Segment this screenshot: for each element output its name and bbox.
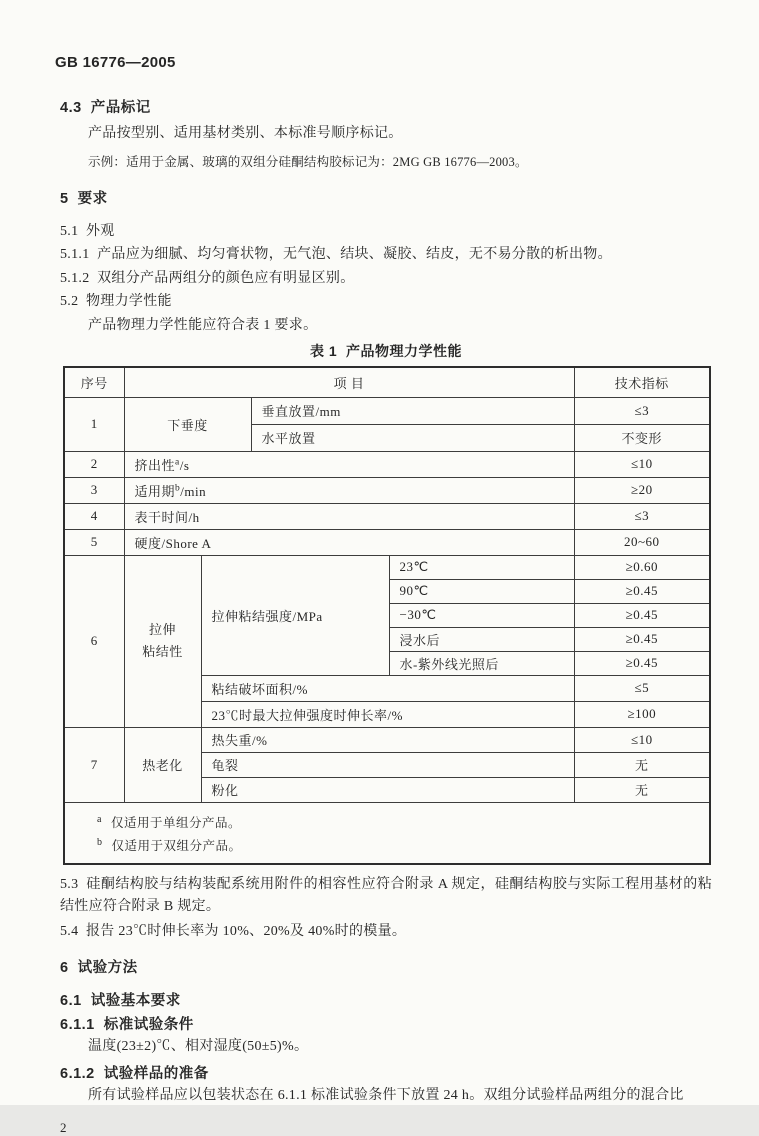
page-number: 2 <box>60 1120 67 1136</box>
cell-spec: ≤3 <box>574 397 710 424</box>
cell-spec: ≥0.45 <box>574 579 710 603</box>
cell-no-6: 6 <box>64 555 124 727</box>
table-row <box>64 727 710 752</box>
clause-5-3: 5.3 硅酮结构胶与结构装配系统用附件的相容性应符合附录 A 规定，硅酮结构胶与实际工程用基材的粘结性应符合附录 B 规定。 <box>60 876 712 914</box>
cell-spec: 无 <box>574 777 710 802</box>
table-row <box>64 477 710 503</box>
cell-no-3: 3 <box>64 477 124 503</box>
paragraph-4-3: 产品按型别、适用基材类别、本标准号顺序标记。 <box>88 126 403 141</box>
cell-spec: ≥20 <box>574 477 710 503</box>
header-cell-spec: 技术指标 <box>574 367 710 397</box>
cell-spec: ≥100 <box>574 701 710 727</box>
table-row <box>64 451 710 477</box>
table-header-row <box>64 367 710 397</box>
header-cell-no: 序号 <box>64 367 124 397</box>
cell-no-7: 7 <box>64 727 124 802</box>
clause-5-4: 5.4 报告 23℃时伸长率为 10%、20%及 40%时的模量。 <box>60 923 407 939</box>
cell-item-chalking: 粉化 <box>201 777 574 802</box>
footnote-b: $^b$ 仅适用于双组分产品。 <box>97 836 242 853</box>
cell-item-tensile-strength: 拉伸粘结强度/MPa <box>201 555 389 675</box>
heading-4-3: 4.3 产品标记 <box>60 100 151 116</box>
cell-condition: 浸水后 <box>389 627 574 651</box>
cell-item-failure-area: 粘结破坏面积/% <box>201 675 574 701</box>
footnote-marker-a: a <box>175 457 180 468</box>
cell-item-extrudability: 挤出性$^a$/s <box>124 451 574 477</box>
paragraph-5-2: 产品物理力学性能应符合表 1 要求。 <box>88 317 318 333</box>
cell-spec: ≤5 <box>574 675 710 701</box>
paragraph-6-1-1: 温度(23±2)℃、相对湿度(50±5)%。 <box>88 1039 309 1055</box>
heading-5-1: 5.1 外观 <box>60 223 115 239</box>
cell-item-hardness: 硬度/Shore A <box>124 529 574 555</box>
cell-name-heat-aging: 热老化 <box>124 727 201 802</box>
cell-name-tensile-adhesion: 拉伸 粘结性 <box>124 555 201 727</box>
example-4-3: 示例：适用于金属、玻璃的双组分硅酮结构胶标记为：2MG GB 16776—2003。 <box>88 154 528 169</box>
cell-item-potlife: 适用期$^b$/min <box>124 477 574 503</box>
table-row <box>64 397 710 424</box>
cell-spec: ≤3 <box>574 503 710 529</box>
heading-6: 6 试验方法 <box>60 960 138 977</box>
table-row <box>64 555 710 579</box>
paragraph-6-1-2: 所有试验样品应以包装状态在 6.1.1 标准试验条件下放置 24 h。双组分试验样品两组分的混合比 <box>88 1087 684 1103</box>
heading-6-1-2: 6.1.2 试验样品的准备 <box>60 1065 209 1082</box>
cell-condition: 23℃ <box>389 555 574 579</box>
cell-spec: ≥0.45 <box>574 627 710 651</box>
cell-item-vertical: 垂直放置/mm <box>251 397 574 424</box>
header-cell-item: 项 目 <box>124 367 574 397</box>
cell-spec: ≤10 <box>574 451 710 477</box>
table-row <box>64 529 710 555</box>
cell-spec: 不变形 <box>574 424 710 451</box>
cell-no-4: 4 <box>64 503 124 529</box>
cell-spec: ≤10 <box>574 727 710 752</box>
heading-5-2: 5.2 物理力学性能 <box>60 294 172 309</box>
cell-no-1: 1 <box>64 397 124 451</box>
table-footnotes-row <box>64 802 710 864</box>
cell-condition: 90℃ <box>389 579 574 603</box>
cell-condition: 水-紫外线光照后 <box>389 651 574 675</box>
cell-item-elongation: 23℃时最大拉伸强度时伸长率/% <box>201 701 574 727</box>
heading-6-1: 6.1 试验基本要求 <box>60 993 181 1010</box>
cell-spec: ≥0.60 <box>574 555 710 579</box>
cell-item-horizontal: 水平放置 <box>251 424 574 451</box>
heading-6-1-1: 6.1.1 标准试验条件 <box>60 1017 194 1034</box>
cell-condition: −30℃ <box>389 603 574 627</box>
heading-5: 5 要求 <box>60 190 108 207</box>
cell-no-5: 5 <box>64 529 124 555</box>
standard-number-header: GB 16776—2005 <box>55 54 176 71</box>
table1-physical-properties <box>63 366 711 865</box>
cell-no-2: 2 <box>64 451 124 477</box>
cell-item-tackfree: 表干时间/h <box>124 503 574 529</box>
footnote-marker-b: b <box>175 483 181 494</box>
cell-item-cracking: 龟裂 <box>201 752 574 777</box>
cell-spec: 无 <box>574 752 710 777</box>
table-row <box>64 503 710 529</box>
footnote-a: $^a$ 仅适用于单组分产品。 <box>97 813 241 830</box>
cell-item-heat-loss: 热失重/% <box>201 727 574 752</box>
cell-spec: 20~60 <box>574 529 710 555</box>
cell-name-sag: 下垂度 <box>124 397 251 451</box>
clause-5-1-2: 5.1.2 双组分产品两组分的颜色应有明显区别。 <box>60 270 355 286</box>
clause-5-1-1: 5.1.1 产品应为细腻、均匀膏状物，无气泡、结块、凝胶、结皮，无不易分散的析出物。 <box>60 247 612 262</box>
table1-title: 表 1 产品物理力学性能 <box>310 343 462 359</box>
cell-spec: ≥0.45 <box>574 603 710 627</box>
cell-spec: ≥0.45 <box>574 651 710 675</box>
table-footnotes <box>64 802 710 864</box>
